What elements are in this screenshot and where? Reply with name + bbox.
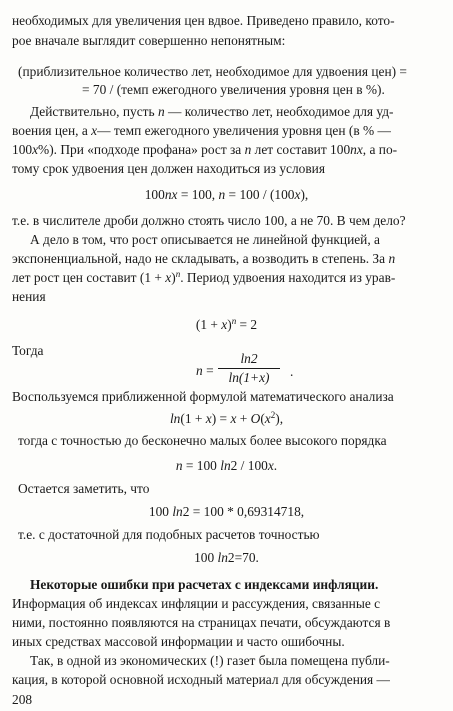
formula-dot: . bbox=[290, 364, 294, 379]
text-line: 100x%). При «подходе профана» рост за n лет составит 100nx, а по- bbox=[12, 142, 398, 157]
text-line: тому срок удвоения цен должен находиться из условия bbox=[12, 161, 325, 176]
text-line: т.е. с достаточной для подобных расчетов точностью bbox=[18, 527, 320, 542]
text-line: тогда с точностью до бесконечно малых более высокого порядка bbox=[18, 433, 387, 448]
fraction-bar bbox=[218, 368, 280, 369]
formula-line: 100nx = 100, n = 100 / (100x), bbox=[144, 187, 309, 202]
formula-variable: n = bbox=[196, 363, 214, 378]
text-line: ними, постоянно появляются на страницах печати, обсуждаются в bbox=[12, 615, 391, 630]
rule-line: (приблизительное количество лет, необходимое для удвоения цен) = bbox=[18, 64, 407, 79]
text-line: Воспользуемся приближенной формулой математического анализа bbox=[12, 389, 394, 404]
section-heading: Некоторые ошибки при расчетах с индексами инфляции. bbox=[30, 577, 379, 592]
text-line: А дело в том, что рост описывается не линейной функцией, а bbox=[30, 232, 380, 247]
formula-line: n = 100 ln2 / 100x. bbox=[175, 458, 278, 473]
formula-line: 100 ln2 = 100 * 0,69314718, bbox=[148, 504, 305, 519]
formula-line: 100 ln2=70. bbox=[194, 550, 259, 565]
text-line: Информация об индексах инфляции и рассуждения, связанные с bbox=[12, 596, 381, 611]
text-line: Остается заметить, что bbox=[18, 481, 150, 496]
text-line: лет рост цен составит $(1 + x)^n$. Период удвоения находится из урав- bbox=[12, 269, 396, 285]
text-line: нения bbox=[12, 289, 46, 304]
text-line: воения цен, а x— темп ежегодного увеличения уровня цен (в % — bbox=[12, 123, 391, 138]
text-line: иных средствах массовой информации и часто ошибочны. bbox=[12, 634, 345, 649]
fraction-denominator: ln(1+x) bbox=[228, 370, 270, 385]
text-line: т.е. в числителе дроби должно стоять число 100, а не 70. В чем дело? bbox=[12, 213, 406, 228]
fraction bbox=[218, 351, 280, 387]
page-number: 208 bbox=[12, 692, 33, 707]
text-line: кация, в которой основной исходный материал для обсуждения — bbox=[12, 672, 390, 687]
formula-line: $(1 + x)^n = 2$ bbox=[195, 316, 258, 332]
formula-line: $\ln(1 + x) = x + O(x^2)$, bbox=[169, 410, 284, 426]
rule-line: = 70 / (темп ежегодного увеличения уровня цен в %). bbox=[82, 82, 385, 97]
text-line: рое вначале выглядит совершенно непонятным: bbox=[12, 33, 286, 48]
text-line: Так, в одной из экономических (!) газет была помещена публи- bbox=[30, 653, 390, 668]
text-line: экспоненциальной, надо не складывать, а возводить в степень. За n bbox=[12, 251, 396, 266]
text-line: Тогда bbox=[12, 343, 44, 358]
text-line: Действительно, пусть n — количество лет, необходимое для уд- bbox=[30, 104, 394, 119]
fraction-numerator: ln2 bbox=[240, 351, 258, 366]
text-line: необходимых для увеличения цен вдвое. Приведено правило, кото- bbox=[12, 13, 395, 28]
